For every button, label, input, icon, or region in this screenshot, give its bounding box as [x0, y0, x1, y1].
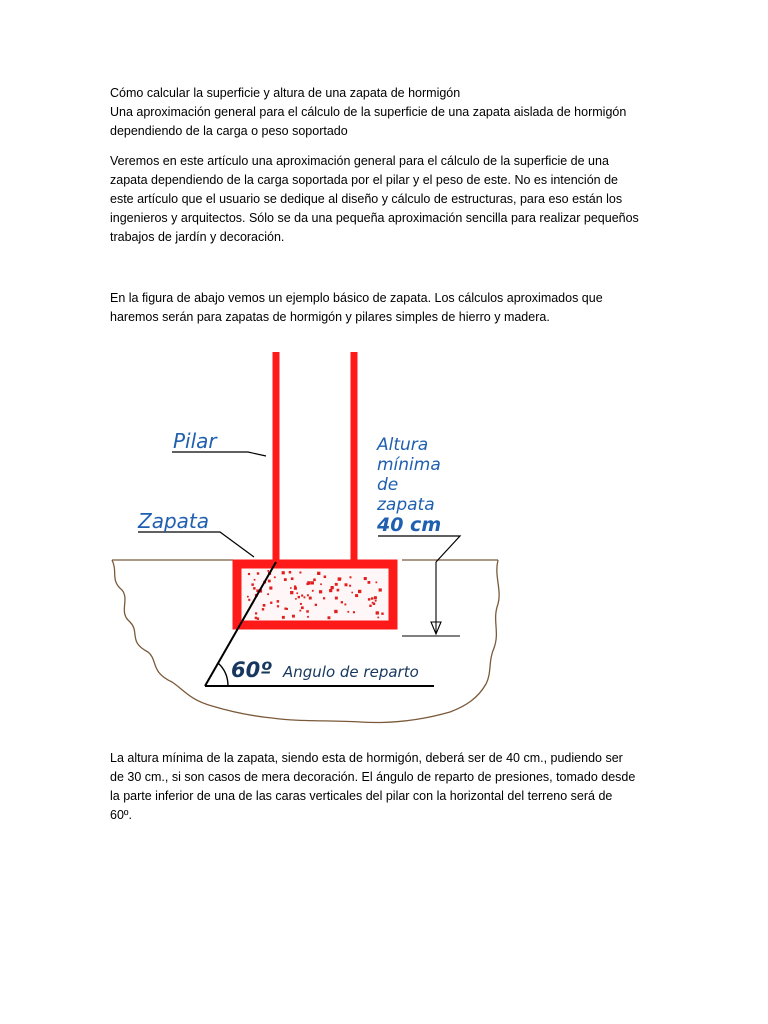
aggregate-speck: [368, 598, 370, 600]
aggregate-speck: [364, 577, 367, 580]
aggregate-speck: [369, 605, 371, 607]
aggregate-speck: [277, 605, 279, 607]
aggregate-speck: [376, 611, 379, 614]
aggregate-speck: [269, 587, 272, 590]
aggregate-speck: [374, 596, 377, 599]
heading-block: [110, 84, 670, 141]
aggregate-speck: [257, 572, 259, 574]
aggregate-speck: [255, 612, 257, 614]
aggregate-speck: [331, 586, 334, 589]
aggregate-speck: [311, 581, 314, 584]
aggregate-speck: [282, 616, 285, 619]
aggregate-speck: [338, 577, 341, 580]
aggregate-speck: [267, 593, 269, 595]
aggregate-speck: [345, 583, 348, 586]
aggregate-speck: [337, 589, 340, 592]
aggregate-speck: [312, 590, 314, 592]
intro-paragraph: [110, 152, 670, 247]
label-altura-line-3: de: [377, 475, 399, 495]
aggregate-speck: [301, 595, 303, 597]
aggregate-speck: [299, 610, 301, 612]
aggregate-speck: [301, 606, 304, 609]
aggregate-speck: [371, 597, 373, 599]
document-title: Cómo calcular la superficie y altura de una zapata de hormigón: [110, 86, 461, 100]
aggregate-speck: [351, 592, 353, 594]
aggregate-speck: [267, 570, 269, 572]
aggregate-speck: [323, 597, 325, 599]
aggregate-speck: [299, 572, 301, 574]
aggregate-speck: [304, 596, 306, 598]
intro-line: ingenieros y arquitectos. Sólo se da una pequeña aproximación sencilla para realizar pequeños: [110, 211, 639, 225]
angle-arc: [218, 663, 228, 686]
aggregate-speck: [335, 597, 338, 600]
aggregate-speck: [329, 589, 332, 592]
aggregate-speck: [335, 583, 338, 586]
aggregate-speck: [306, 610, 309, 613]
aggregate-speck: [375, 600, 377, 602]
aggregate-speck: [355, 594, 358, 597]
aggregate-speck: [353, 611, 355, 613]
intro-line: este artículo que el usuario se dedique al diseño y cálculo de estructuras, para eso están los: [110, 192, 623, 206]
aggregate-speck: [319, 590, 322, 593]
aggregate-speck: [248, 599, 250, 601]
aggregate-speck: [248, 573, 250, 575]
aggregate-speck: [298, 596, 300, 598]
aggregate-speck: [376, 582, 378, 584]
altura-leader-line: [378, 536, 460, 562]
aggregate-speck: [262, 608, 264, 610]
aggregate-speck: [254, 579, 256, 581]
aggregate-speck: [270, 602, 272, 604]
aggregate-speck: [290, 587, 292, 589]
conclusion-line: La altura mínima de la zapata, siendo esta de hormigón, deberá ser de 40 cm., pudiendo ser: [110, 751, 623, 765]
aggregate-speck: [379, 588, 382, 591]
aggregate-speck: [251, 583, 254, 586]
aggregate-speck: [295, 598, 297, 600]
conclusion-line: la parte inferior de una de las caras verticales del pilar con la horizontal del terreno será de: [110, 789, 613, 803]
aggregate-speck: [300, 603, 302, 605]
aggregate-speck: [286, 608, 288, 610]
aggregate-speck: [381, 613, 383, 615]
aggregate-speck: [307, 594, 309, 596]
figure-intro-paragraph: [110, 289, 670, 327]
aggregate-speck: [255, 617, 257, 619]
aggregate-speck: [289, 571, 292, 574]
label-altura-value: 40 cm: [377, 514, 442, 536]
aggregate-speck: [292, 615, 295, 618]
aggregate-speck: [284, 578, 287, 581]
aggregate-speck: [294, 585, 296, 587]
aggregate-speck: [368, 581, 371, 584]
figure-intro-line: En la figura de abajo vemos un ejemplo básico de zapata. Los cálculos aproximados que: [110, 291, 603, 305]
aggregate-speck: [349, 585, 351, 587]
label-pilar: Pilar: [173, 429, 217, 453]
aggregate-speck: [358, 590, 361, 593]
document-subtitle-line-2: dependiendo de la carga o peso soportado: [110, 124, 348, 138]
aggregate-speck: [347, 611, 349, 613]
aggregate-speck: [277, 600, 280, 603]
aggregate-speck: [324, 576, 327, 579]
aggregate-speck: [268, 580, 271, 583]
aggregate-speck: [253, 587, 256, 590]
label-angle-value: 60º: [231, 658, 273, 682]
aggregate-speck: [291, 577, 294, 580]
intro-line: trabajos de jardín y decoración.: [110, 230, 285, 244]
aggregate-speck: [247, 596, 249, 598]
aggregate-speck: [309, 597, 312, 600]
aggregate-speck: [334, 610, 337, 613]
conclusion-line: de 30 cm., si son casos de mera decoración. El ángulo de reparto de presiones, tomado desde: [110, 770, 636, 784]
aggregate-speck: [315, 604, 317, 606]
label-zapata: Zapata: [138, 509, 210, 533]
aggregate-speck: [282, 571, 285, 574]
aggregate-speck: [377, 617, 379, 619]
zapata-diagram: [0, 340, 768, 740]
label-altura-line-4: zapata: [377, 495, 435, 515]
intro-line: zapata dependiendo de la carga soportada por el pilar y el peso de este. No es intención de: [110, 173, 618, 187]
aggregate-speck: [313, 579, 316, 582]
aggregate-speck: [317, 572, 320, 575]
aggregate-speck: [290, 591, 293, 594]
aggregate-speck: [328, 616, 331, 619]
aggregate-speck: [296, 592, 298, 594]
conclusion-paragraph: [110, 749, 670, 825]
aggregate-speck: [350, 576, 352, 578]
aggregate-speck: [306, 583, 308, 585]
footing-concrete: [238, 566, 392, 622]
aggregate-speck: [341, 601, 343, 603]
aggregate-speck: [274, 576, 276, 578]
figure-intro-line: haremos serán para zapatas de hormigón y pilares simples de hierro y madera.: [110, 310, 550, 324]
aggregate-speck: [320, 583, 322, 585]
aggregate-speck: [344, 604, 346, 606]
zapata-leader-line: [138, 532, 254, 557]
label-angle-description: Angulo de reparto: [283, 663, 419, 681]
label-altura-line-1: Altura: [377, 435, 429, 455]
aggregate-speck: [373, 603, 376, 606]
aggregate-speck: [263, 604, 266, 607]
label-altura-line-2: mínima: [377, 455, 441, 475]
intro-line: Veremos en este artículo una aproximación general para el cálculo de la superficie de una: [110, 154, 609, 168]
document-subtitle-line-1: Una aproximación general para el cálculo de la superficie de una zapata aislada de hormigón: [110, 105, 627, 119]
conclusion-line: 60º.: [110, 808, 132, 822]
aggregate-speck: [307, 616, 309, 618]
